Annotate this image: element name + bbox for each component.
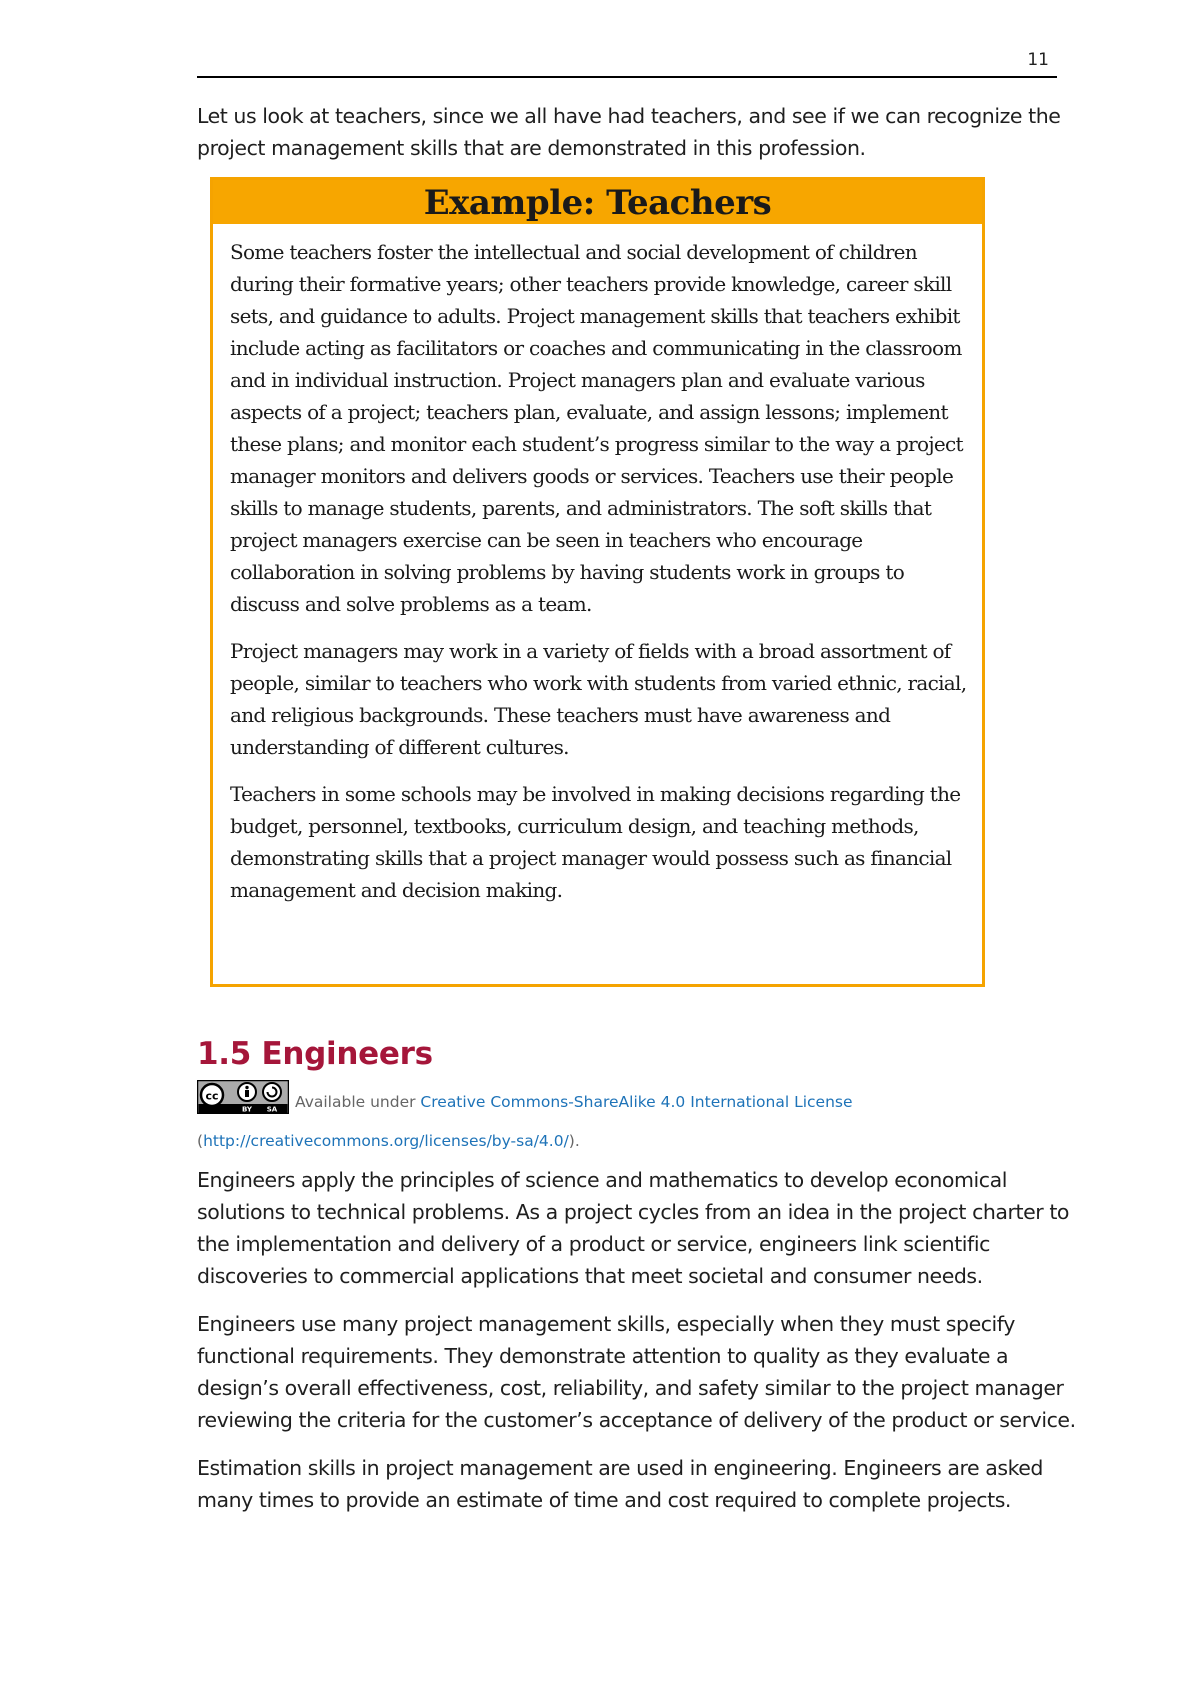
license-link[interactable]: Creative Commons-ShareAlike 4.0 International License (420, 1093, 853, 1111)
body-paragraph: Estimation skills in project management are used in engineering. Engineers are asked many times to provide an estimate of time and cost required to complete projects. (197, 1456, 1043, 1512)
page-number: 11 (1027, 50, 1049, 70)
license-notice (197, 1080, 1057, 1157)
license-close: ). (568, 1132, 580, 1150)
cc-by-sa-icon[interactable] (197, 1080, 289, 1125)
example-box-title: Example: Teachers (213, 180, 982, 224)
section-heading: 1.5 Engineers (197, 1036, 433, 1072)
engineers-section-body (197, 1164, 1077, 1532)
example-paragraph: Project managers may work in a variety of fields with a broad assortment of people, similar to teachers who work with students from varied ethnic, racial, and religious backgrounds. These teachers must have awareness and understanding of different cultures. (230, 639, 967, 759)
body-paragraph: Engineers apply the principles of science and mathematics to develop economical solutions to technical problems. As a project cycles from an idea in the project charter to the implementation and delivery of a product or service, engineers link scientific discoveries to commercial applications that meet societal and consumer needs. (197, 1168, 1070, 1288)
body-paragraph: Engineers use many project management skills, especially when they must specify functional requirements. They demonstrate attention to quality as they evaluate a design’s overall effectiveness, cost, reliability, and safety similar to the project manager reviewing the criteria for the customer’s acceptance of delivery of the product or service. (197, 1312, 1076, 1432)
cc-badge-text: cc (205, 1089, 219, 1103)
by-badge-text: BY (241, 1105, 253, 1114)
example-box-body (213, 236, 982, 906)
example-box (210, 177, 985, 987)
license-url-link[interactable]: http://creativecommons.org/licenses/by-sa/4.0/ (203, 1132, 569, 1150)
page-header (197, 44, 1057, 78)
example-paragraph: Some teachers foster the intellectual and social development of children during their formative years; other teachers provide knowledge, career skill sets, and guidance to adults. Project management skills that teachers exhibit include acting as facilitators or coaches and communicating in the classroom and in individual instruction. Project managers plan and evaluate various aspects of a project; teachers plan, evaluate, and assign lessons; implement these plans; and monitor each student’s progress similar to the way a project manager monitors and delivers goods or services. Teachers use their people skills to manage students, parents, and administrators. The soft skills that project managers exercise can be seen in teachers who encourage collaboration in solving problems by having students work in groups to discuss and solve problems as a team. (230, 240, 963, 616)
license-prefix: Available under (295, 1093, 421, 1111)
example-paragraph: Teachers in some schools may be involved in making decisions regarding the budget, personnel, textbooks, curriculum design, and teaching methods, demonstrating skills that a project manager would possess such as financial management and decision making. (230, 782, 961, 902)
sa-badge-text: SA (266, 1105, 278, 1114)
intro-paragraph: Let us look at teachers, since we all have had teachers, and see if we can recognize the project management skills that are demonstrated in this profession. (197, 104, 1061, 160)
license-open-paren: ( (197, 1132, 204, 1150)
